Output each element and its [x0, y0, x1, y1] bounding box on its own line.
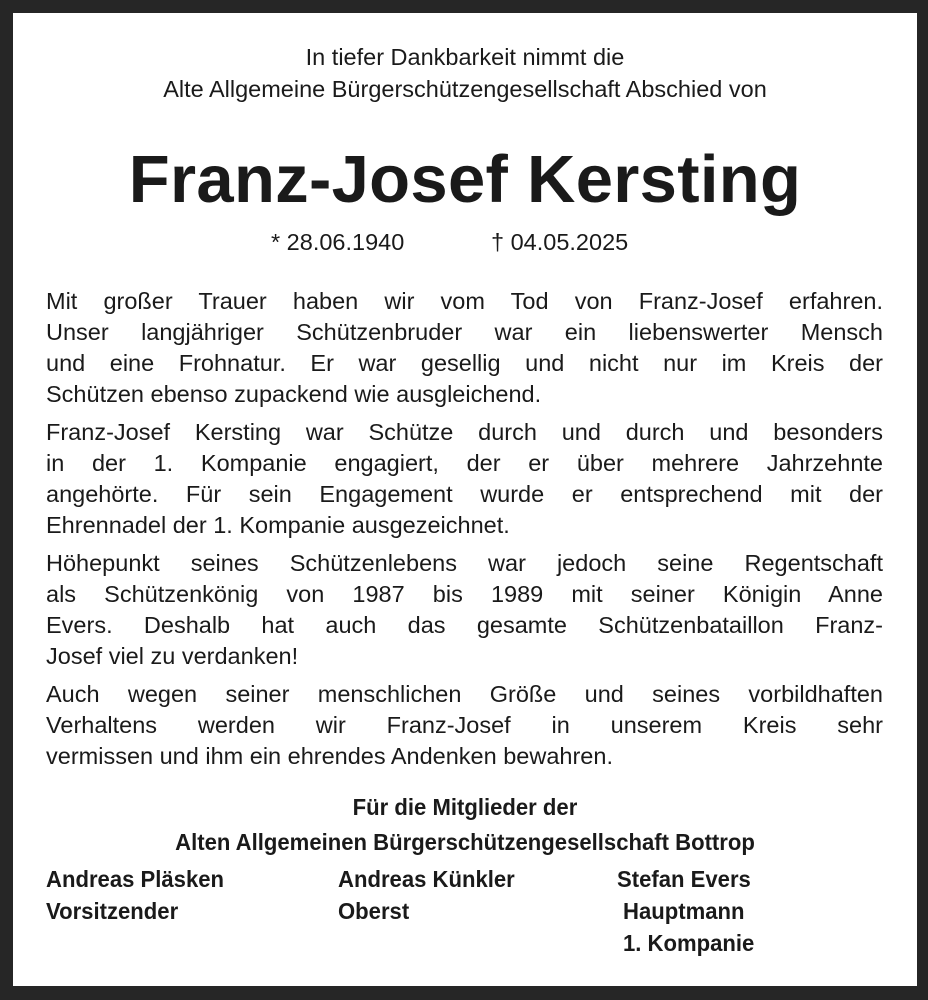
signatory-role-detail: 1. Kompanie [623, 930, 755, 956]
signatory-role: Hauptmann [623, 898, 745, 924]
text-line: und eine Frohnatur. Er war gesellig und nicht nur im Kreis der [46, 350, 883, 376]
footer-line-1: Für die Mitglieder der [352, 794, 578, 820]
text-line: Josef viel zu verdanken! [46, 643, 299, 669]
text-line: vermissen und ihm ein ehrendes Andenken bewahren. [46, 743, 613, 769]
paragraph [46, 287, 883, 411]
text-line: Ehrennadel der 1. Kompanie ausgezeichnet. [46, 512, 510, 538]
text-line: angehörte. Für sein Engagement wurde er entsprechend mit der [46, 481, 883, 507]
text-line: Höhepunkt seines Schützenlebens war jedoch seine Regentschaft [46, 550, 883, 576]
death-date: † 04.05.2025 [491, 229, 629, 255]
birth-date: * 28.06.1940 [271, 229, 405, 255]
obituary-text [46, 287, 883, 780]
text-line: Verhaltens werden wir Franz-Josef in unserem Kreis sehr [46, 712, 883, 738]
paragraph [46, 418, 883, 542]
text-line: Mit großer Trauer haben wir vom Tod von Franz-Josef erfahren. [46, 288, 883, 314]
paragraph [46, 549, 883, 673]
intro-line-2: Alte Allgemeine Bürgerschützengesellschaft Abschied von [163, 76, 767, 102]
text-line: Auch wegen seiner menschlichen Größe und seines vorbildhaften [46, 681, 883, 707]
text-line: Evers. Deshalb hat auch das gesamte Schützenbataillon Franz- [46, 612, 883, 638]
signatory-role: Oberst [338, 898, 410, 924]
obituary-card [13, 13, 917, 986]
text-line: als Schützenkönig von 1987 bis 1989 mit seiner Königin Anne [46, 581, 883, 607]
intro-line-1: In tiefer Dankbarkeit nimmt die [305, 44, 625, 70]
text-line: in der 1. Kompanie engagiert, der er über mehrere Jahrzehnte [46, 450, 883, 476]
footer-line-2: Alten Allgemeinen Bürgerschützengesellschaft Bottrop [175, 829, 755, 855]
signatory-name: Andreas Pläsken [46, 866, 225, 892]
deceased-name: Franz-Josef Kersting [128, 142, 802, 217]
text-line: Unser langjähriger Schützenbruder war ein liebenswerter Mensch [46, 319, 883, 345]
signatory-name: Stefan Evers [617, 866, 751, 892]
signatory-role: Vorsitzender [46, 898, 179, 924]
paragraph [46, 680, 883, 773]
text-line: Franz-Josef Kersting war Schütze durch und durch und besonders [46, 419, 883, 445]
signatory-name: Andreas Künkler [338, 866, 515, 892]
text-line: Schützen ebenso zupackend wie ausgleichend. [46, 381, 542, 407]
